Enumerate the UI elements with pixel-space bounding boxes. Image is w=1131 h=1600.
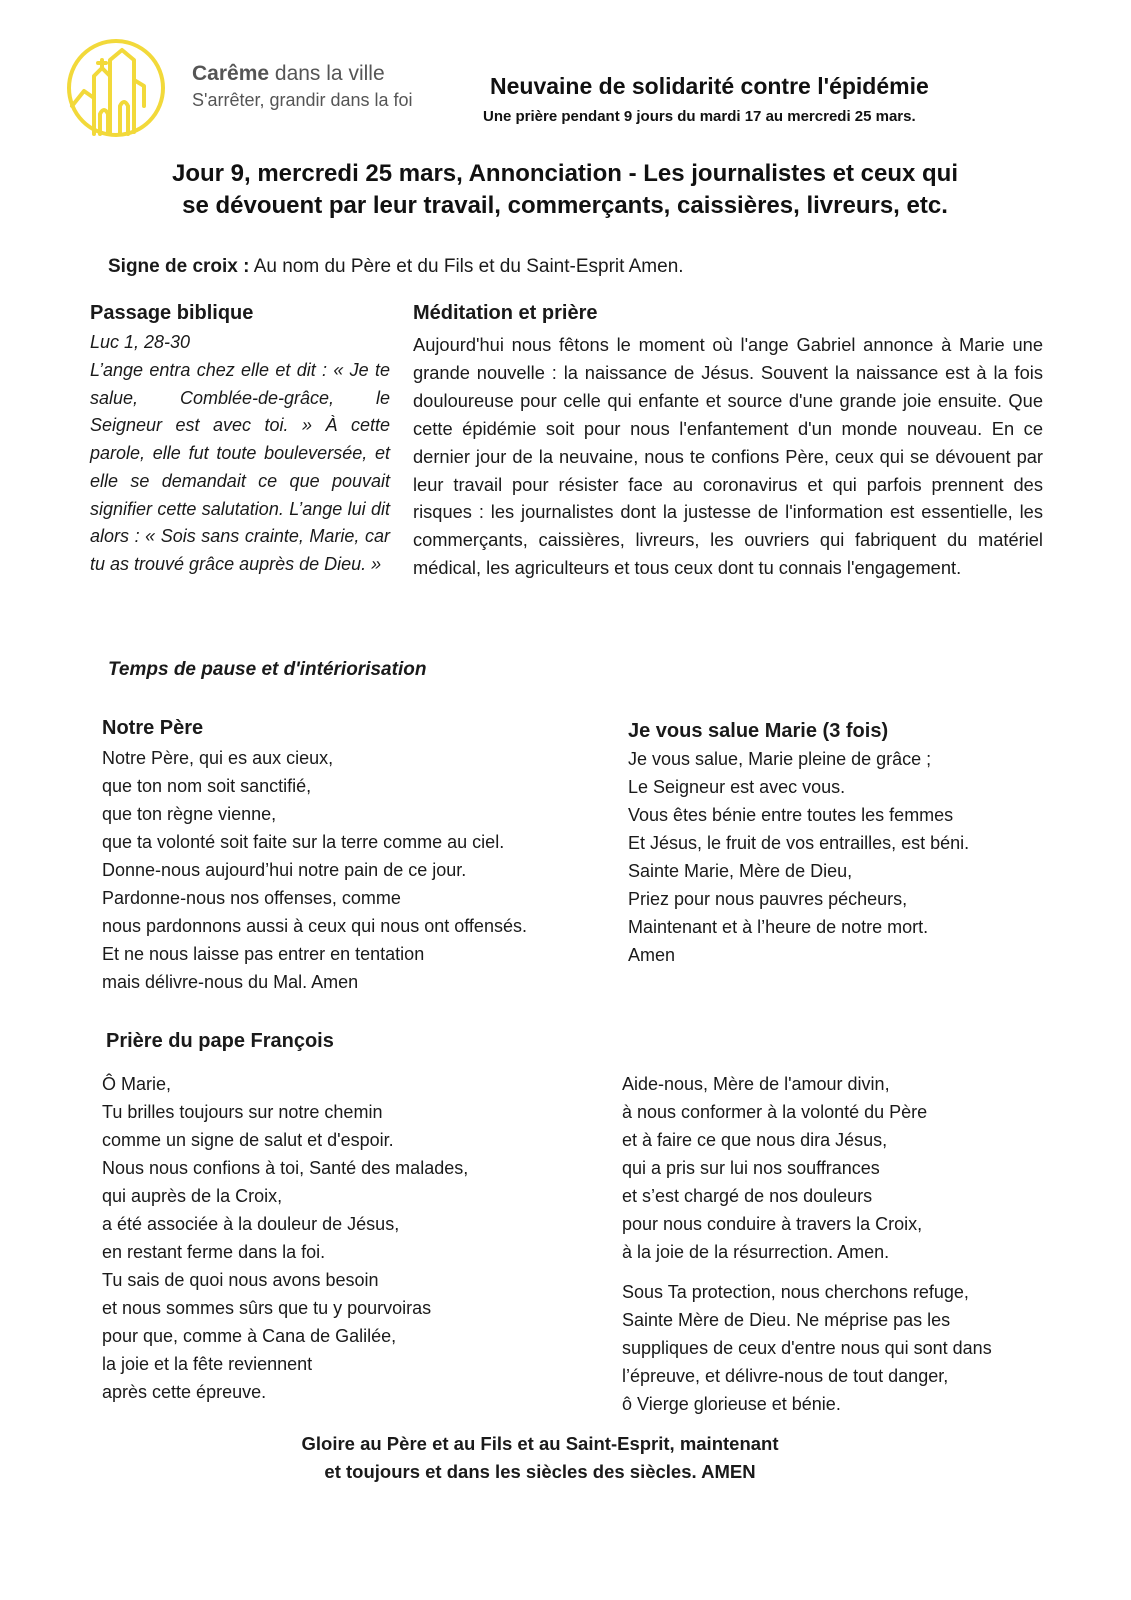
prayer-line: Vous êtes bénie entre toutes les femmes xyxy=(628,805,954,825)
day-title-line-2: se dévouent par leur travail, commerçants, caissières, livreurs, etc. xyxy=(182,192,948,219)
prayer-line: suppliques de ceux d'entre nous qui sont dans xyxy=(622,1338,992,1358)
notre-pere xyxy=(102,714,527,996)
prayer-line: Nous nous confions à toi, Santé des malades, xyxy=(102,1158,469,1178)
prayer-line: ô Vierge glorieuse et bénie. xyxy=(622,1394,841,1414)
prayer-line: l’épreuve, et délivre-nous de tout danger, xyxy=(622,1366,949,1386)
gloire-au-pere xyxy=(200,1430,880,1486)
sign-of-cross-label: Signe de croix : xyxy=(108,256,250,277)
prayer-line: après cette épreuve. xyxy=(102,1382,267,1402)
notre-pere-heading: Notre Père xyxy=(102,717,204,739)
prayer-line: que ton règne vienne, xyxy=(102,804,277,824)
ave-maria-heading: Je vous salue Marie (3 fois) xyxy=(628,720,889,742)
prayer-line: Priez pour nous pauvres pécheurs, xyxy=(628,889,908,909)
meditation xyxy=(413,302,1043,582)
prayer-line: pour nous conduire à travers la Croix, xyxy=(622,1214,923,1234)
bible-reference: Luc 1, 28-30 xyxy=(90,332,191,352)
prayer-line: à la joie de la résurrection. Amen. xyxy=(622,1242,890,1262)
careme-logo xyxy=(64,36,168,140)
bible-heading: Passage biblique xyxy=(90,302,254,324)
bible-text: L’ange entra chez elle et dit : « Je te salue, Comblée-de-grâce, le Seigneur est avec toi. » À cette parole, elle fut toute bouleversée, et elle se demandait ce que pouvait signifier cette salutation. L’ange lui dit alors : « Sois sans crainte, Marie, car tu as trouvé grâce auprès de Dieu. » xyxy=(90,360,390,574)
sign-of-cross-text: Au nom du Père et du Fils et du Saint-Esprit Amen. xyxy=(249,256,684,277)
prayer-line: Tu brilles toujours sur notre chemin xyxy=(102,1102,383,1122)
prayer-line: la joie et la fête reviennent xyxy=(102,1354,313,1374)
pape-prayer-heading: Prière du pape François xyxy=(106,1030,334,1052)
prayer-line: Donne-nous aujourd’hui notre pain de ce jour. xyxy=(102,860,467,880)
prayer-line: et nous sommes sûrs que tu y pourvoiras xyxy=(102,1298,432,1318)
prayer-line: qui auprès de la Croix, xyxy=(102,1186,283,1206)
prayer-line: Et ne nous laisse pas entrer en tentation xyxy=(102,944,425,964)
prayer-line: que ton nom soit sanctifié, xyxy=(102,776,312,796)
prayer-line: Tu sais de quoi nous avons besoin xyxy=(102,1270,379,1290)
prayer-line: en restant ferme dans la foi. xyxy=(102,1242,326,1262)
sign-of-cross xyxy=(108,256,684,278)
prayer-line: Le Seigneur est avec vous. xyxy=(628,777,846,797)
prayer-line: Ô Marie, xyxy=(102,1074,172,1094)
prayer-line: pour que, comme à Cana de Galilée, xyxy=(102,1326,397,1346)
gloire-line-2: et toujours et dans les siècles des siècles. AMEN xyxy=(324,1461,756,1482)
brand-tagline: S'arrêter, grandir dans la foi xyxy=(192,90,413,110)
prayer-line: Pardonne-nous nos offenses, comme xyxy=(102,888,401,908)
gloire-line-1: Gloire au Père et au Fils et au Saint-Esprit, maintenant xyxy=(301,1433,779,1454)
meditation-heading: Méditation et prière xyxy=(413,302,598,324)
prayer-line: et à faire ce que nous dira Jésus, xyxy=(622,1130,888,1150)
meditation-text: Aujourd'hui nous fêtons le moment où l'ange Gabriel annonce à Marie une grande nouvelle : la naissance de Jésus. Souvent la naissance est à la fois douloureuse pour celle qui enfante et source d'une grande joie ensuite. Que cette épidémie soit pour nous l'enfantement d'un monde nouveau. En ce dernier jour de la neuvaine, nous te confions Père, ceux qui se dévouent par leur travail pour résister face au coronavirus et qui parfois prennent des risques : les journalistes dont la justesse de l'information est essentielle, les commerçants, caissières, livreurs, les ouvriers qui fabriquent du matériel médical, les agriculteurs et tous ceux dont tu connais l'engagement. xyxy=(413,334,1043,579)
prayer-line: Je vous salue, Marie pleine de grâce ; xyxy=(628,749,932,769)
ave-maria xyxy=(628,717,969,969)
pape-prayer-left xyxy=(102,1070,468,1406)
prayer-line: Aide-nous, Mère de l'amour divin, xyxy=(622,1074,890,1094)
prayer-line: a été associée à la douleur de Jésus, xyxy=(102,1214,400,1234)
prayer-line: et s’est chargé de nos douleurs xyxy=(622,1186,873,1206)
prayer-line: que ta volonté soit faite sur la terre comme au ciel. xyxy=(102,832,505,852)
prayer-line: comme un signe de salut et d'espoir. xyxy=(102,1130,394,1150)
prayer-line: Et Jésus, le fruit de vos entrailles, est béni. xyxy=(628,833,970,853)
prayer-line: Maintenant et à l’heure de notre mort. xyxy=(628,917,929,937)
prayer-line: Sous Ta protection, nous cherchons refuge, xyxy=(622,1282,969,1302)
prayer-line: qui a pris sur lui nos souffrances xyxy=(622,1158,880,1178)
prayer-line: à nous conformer à la volonté du Père xyxy=(622,1102,928,1122)
prayer-line: Sainte Mère de Dieu. Ne méprise pas les xyxy=(622,1310,951,1330)
bible-passage xyxy=(90,302,390,579)
brand-name: Carême dans la ville xyxy=(192,62,385,85)
prayer-line: nous pardonnons aussi à ceux qui nous ont offensés. xyxy=(102,916,527,936)
document-title: Neuvaine de solidarité contre l'épidémie xyxy=(490,73,929,99)
prayer-line: Sainte Marie, Mère de Dieu, xyxy=(628,861,853,881)
pape-prayer-right-refuge xyxy=(622,1278,992,1418)
day-title xyxy=(100,158,1030,222)
pape-prayer-right xyxy=(622,1070,927,1266)
prayer-line: mais délivre-nous du Mal. Amen xyxy=(102,972,359,992)
day-title-line-1: Jour 9, mercredi 25 mars, Annonciation - Les journalistes et ceux qui xyxy=(171,160,958,187)
prayer-line: Amen xyxy=(628,945,676,965)
pause-heading: Temps de pause et d'intériorisation xyxy=(108,659,427,680)
prayer-line: Notre Père, qui es aux cieux, xyxy=(102,748,334,768)
document-subtitle: Une prière pendant 9 jours du mardi 17 au mercredi 25 mars. xyxy=(483,108,916,125)
